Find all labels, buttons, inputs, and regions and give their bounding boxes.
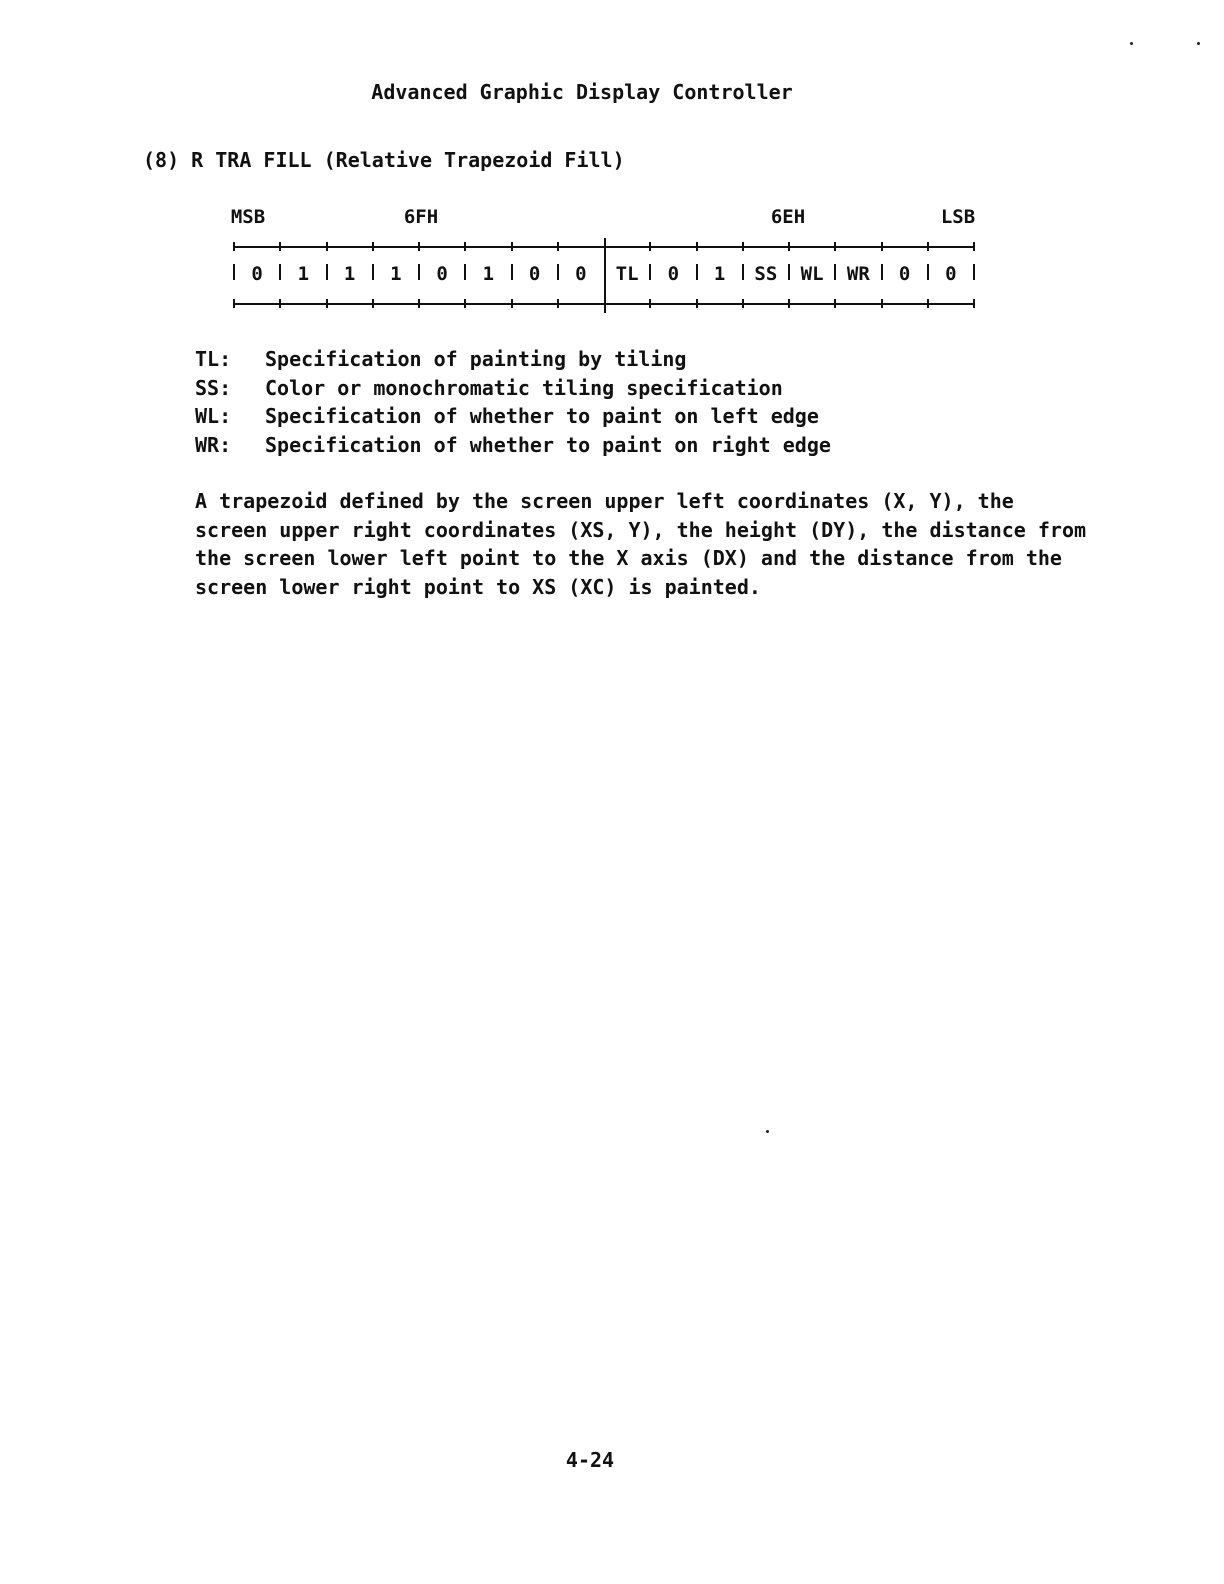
legend-item bbox=[195, 402, 831, 431]
paragraph-line: screen upper right coordinates (XS, Y), the height (DY), the distance from bbox=[195, 517, 1087, 542]
bit-field-diagram bbox=[226, 202, 982, 322]
rule-tick bbox=[279, 242, 281, 251]
bit-cell: 0 bbox=[898, 263, 911, 285]
legend-key: SS: bbox=[195, 375, 232, 400]
high-byte-label: 6FH bbox=[403, 206, 439, 228]
rule-tick bbox=[233, 299, 235, 308]
rule-tick bbox=[372, 299, 374, 308]
legend-item bbox=[195, 431, 831, 460]
rule-tick bbox=[973, 299, 975, 308]
rule-tick bbox=[418, 299, 420, 308]
low-byte-label: 6EH bbox=[770, 206, 806, 228]
rule-tick bbox=[464, 299, 466, 308]
bit-cell: 0 bbox=[945, 263, 957, 285]
rule-tick bbox=[464, 242, 466, 251]
cell-divider bbox=[834, 264, 836, 280]
cell-divider bbox=[742, 264, 744, 280]
field-legend bbox=[195, 345, 831, 459]
bit-cell: 1 bbox=[297, 263, 310, 285]
rule-tick bbox=[511, 242, 513, 251]
cell-divider bbox=[881, 264, 883, 280]
bit-cell: 0 bbox=[667, 263, 680, 285]
cell-divider bbox=[464, 264, 466, 280]
paragraph-line: the screen lower left point to the X axis (DX) and the distance from the bbox=[195, 546, 1062, 570]
cell-divider bbox=[696, 264, 698, 280]
cell-divider bbox=[788, 264, 790, 280]
legend-item bbox=[195, 345, 831, 374]
rule-tick bbox=[372, 242, 374, 251]
legend-key: WR: bbox=[195, 432, 232, 457]
rule-tick bbox=[557, 299, 559, 308]
cell-divider bbox=[511, 264, 513, 280]
rule-tick bbox=[557, 242, 559, 251]
bit-cell: 0 bbox=[436, 263, 448, 285]
rule-tick bbox=[279, 299, 281, 308]
cell-divider bbox=[927, 264, 929, 280]
bit-cell: 1 bbox=[713, 263, 726, 285]
legend-key: TL: bbox=[195, 347, 232, 371]
legend-item bbox=[195, 374, 831, 403]
paragraph-line: A trapezoid defined by the screen upper left coordinates (X, Y), the bbox=[195, 489, 1014, 513]
page-number: 4-24 bbox=[565, 1448, 615, 1472]
rule-tick bbox=[927, 299, 929, 308]
cell-divider bbox=[649, 264, 651, 280]
cell-divider bbox=[233, 264, 235, 280]
rule-tick bbox=[788, 242, 790, 251]
rule-tick bbox=[834, 242, 836, 251]
scan-speck bbox=[1197, 42, 1200, 45]
paragraph-line: screen lower right point to XS (XC) is painted. bbox=[195, 574, 761, 599]
bit-cell: 0 bbox=[251, 263, 263, 285]
rule-tick bbox=[649, 242, 651, 251]
legend-key: WL: bbox=[195, 404, 232, 428]
rule-tick bbox=[326, 242, 328, 251]
cell-divider bbox=[326, 264, 328, 280]
legend-text: Specification of whether to paint on right edge bbox=[265, 432, 831, 457]
rule-tick bbox=[742, 242, 744, 251]
bit-cell: 1 bbox=[343, 263, 356, 285]
rule-tick bbox=[881, 242, 883, 251]
scan-speck bbox=[1130, 42, 1133, 45]
bit-cell: WR bbox=[846, 263, 870, 285]
legend-text: Specification of painting by tiling bbox=[265, 347, 687, 371]
rule-tick bbox=[233, 242, 235, 251]
lsb-label: LSB bbox=[940, 206, 976, 228]
bit-cell: 1 bbox=[390, 263, 402, 285]
msb-label: MSB bbox=[230, 206, 266, 228]
cell-divider bbox=[557, 264, 559, 280]
bit-cell: SS bbox=[754, 263, 778, 285]
page-header: Advanced Graphic Display Controller bbox=[371, 80, 793, 104]
cell-divider bbox=[418, 264, 420, 280]
description-paragraph bbox=[195, 487, 1087, 601]
legend-text: Specification of whether to paint on left edge bbox=[265, 404, 819, 428]
rule-tick bbox=[326, 299, 328, 308]
rule-tick bbox=[742, 299, 744, 308]
section-title: (8) R TRA FILL (Relative Trapezoid Fill) bbox=[143, 148, 625, 172]
legend-text: Color or monochromatic tiling specification bbox=[265, 375, 783, 400]
rule-tick bbox=[511, 299, 513, 308]
rule-tick bbox=[973, 242, 975, 251]
bit-cell: 0 bbox=[528, 263, 541, 285]
rule-tick bbox=[418, 242, 420, 251]
bit-cell: TL bbox=[615, 263, 639, 285]
cell-divider bbox=[973, 264, 975, 280]
bit-cell: 0 bbox=[575, 263, 587, 285]
scan-speck bbox=[766, 1130, 769, 1133]
rule-tick bbox=[649, 299, 651, 308]
cell-divider bbox=[279, 264, 281, 280]
rule-tick bbox=[927, 242, 929, 251]
rule-tick bbox=[834, 299, 836, 308]
rule-tick bbox=[696, 242, 698, 251]
rule-tick bbox=[696, 299, 698, 308]
cell-divider bbox=[372, 264, 374, 280]
bit-cell: 1 bbox=[482, 263, 495, 285]
rule-tick bbox=[788, 299, 790, 308]
rule-tick bbox=[881, 299, 883, 308]
bit-cell: WL bbox=[800, 263, 824, 285]
